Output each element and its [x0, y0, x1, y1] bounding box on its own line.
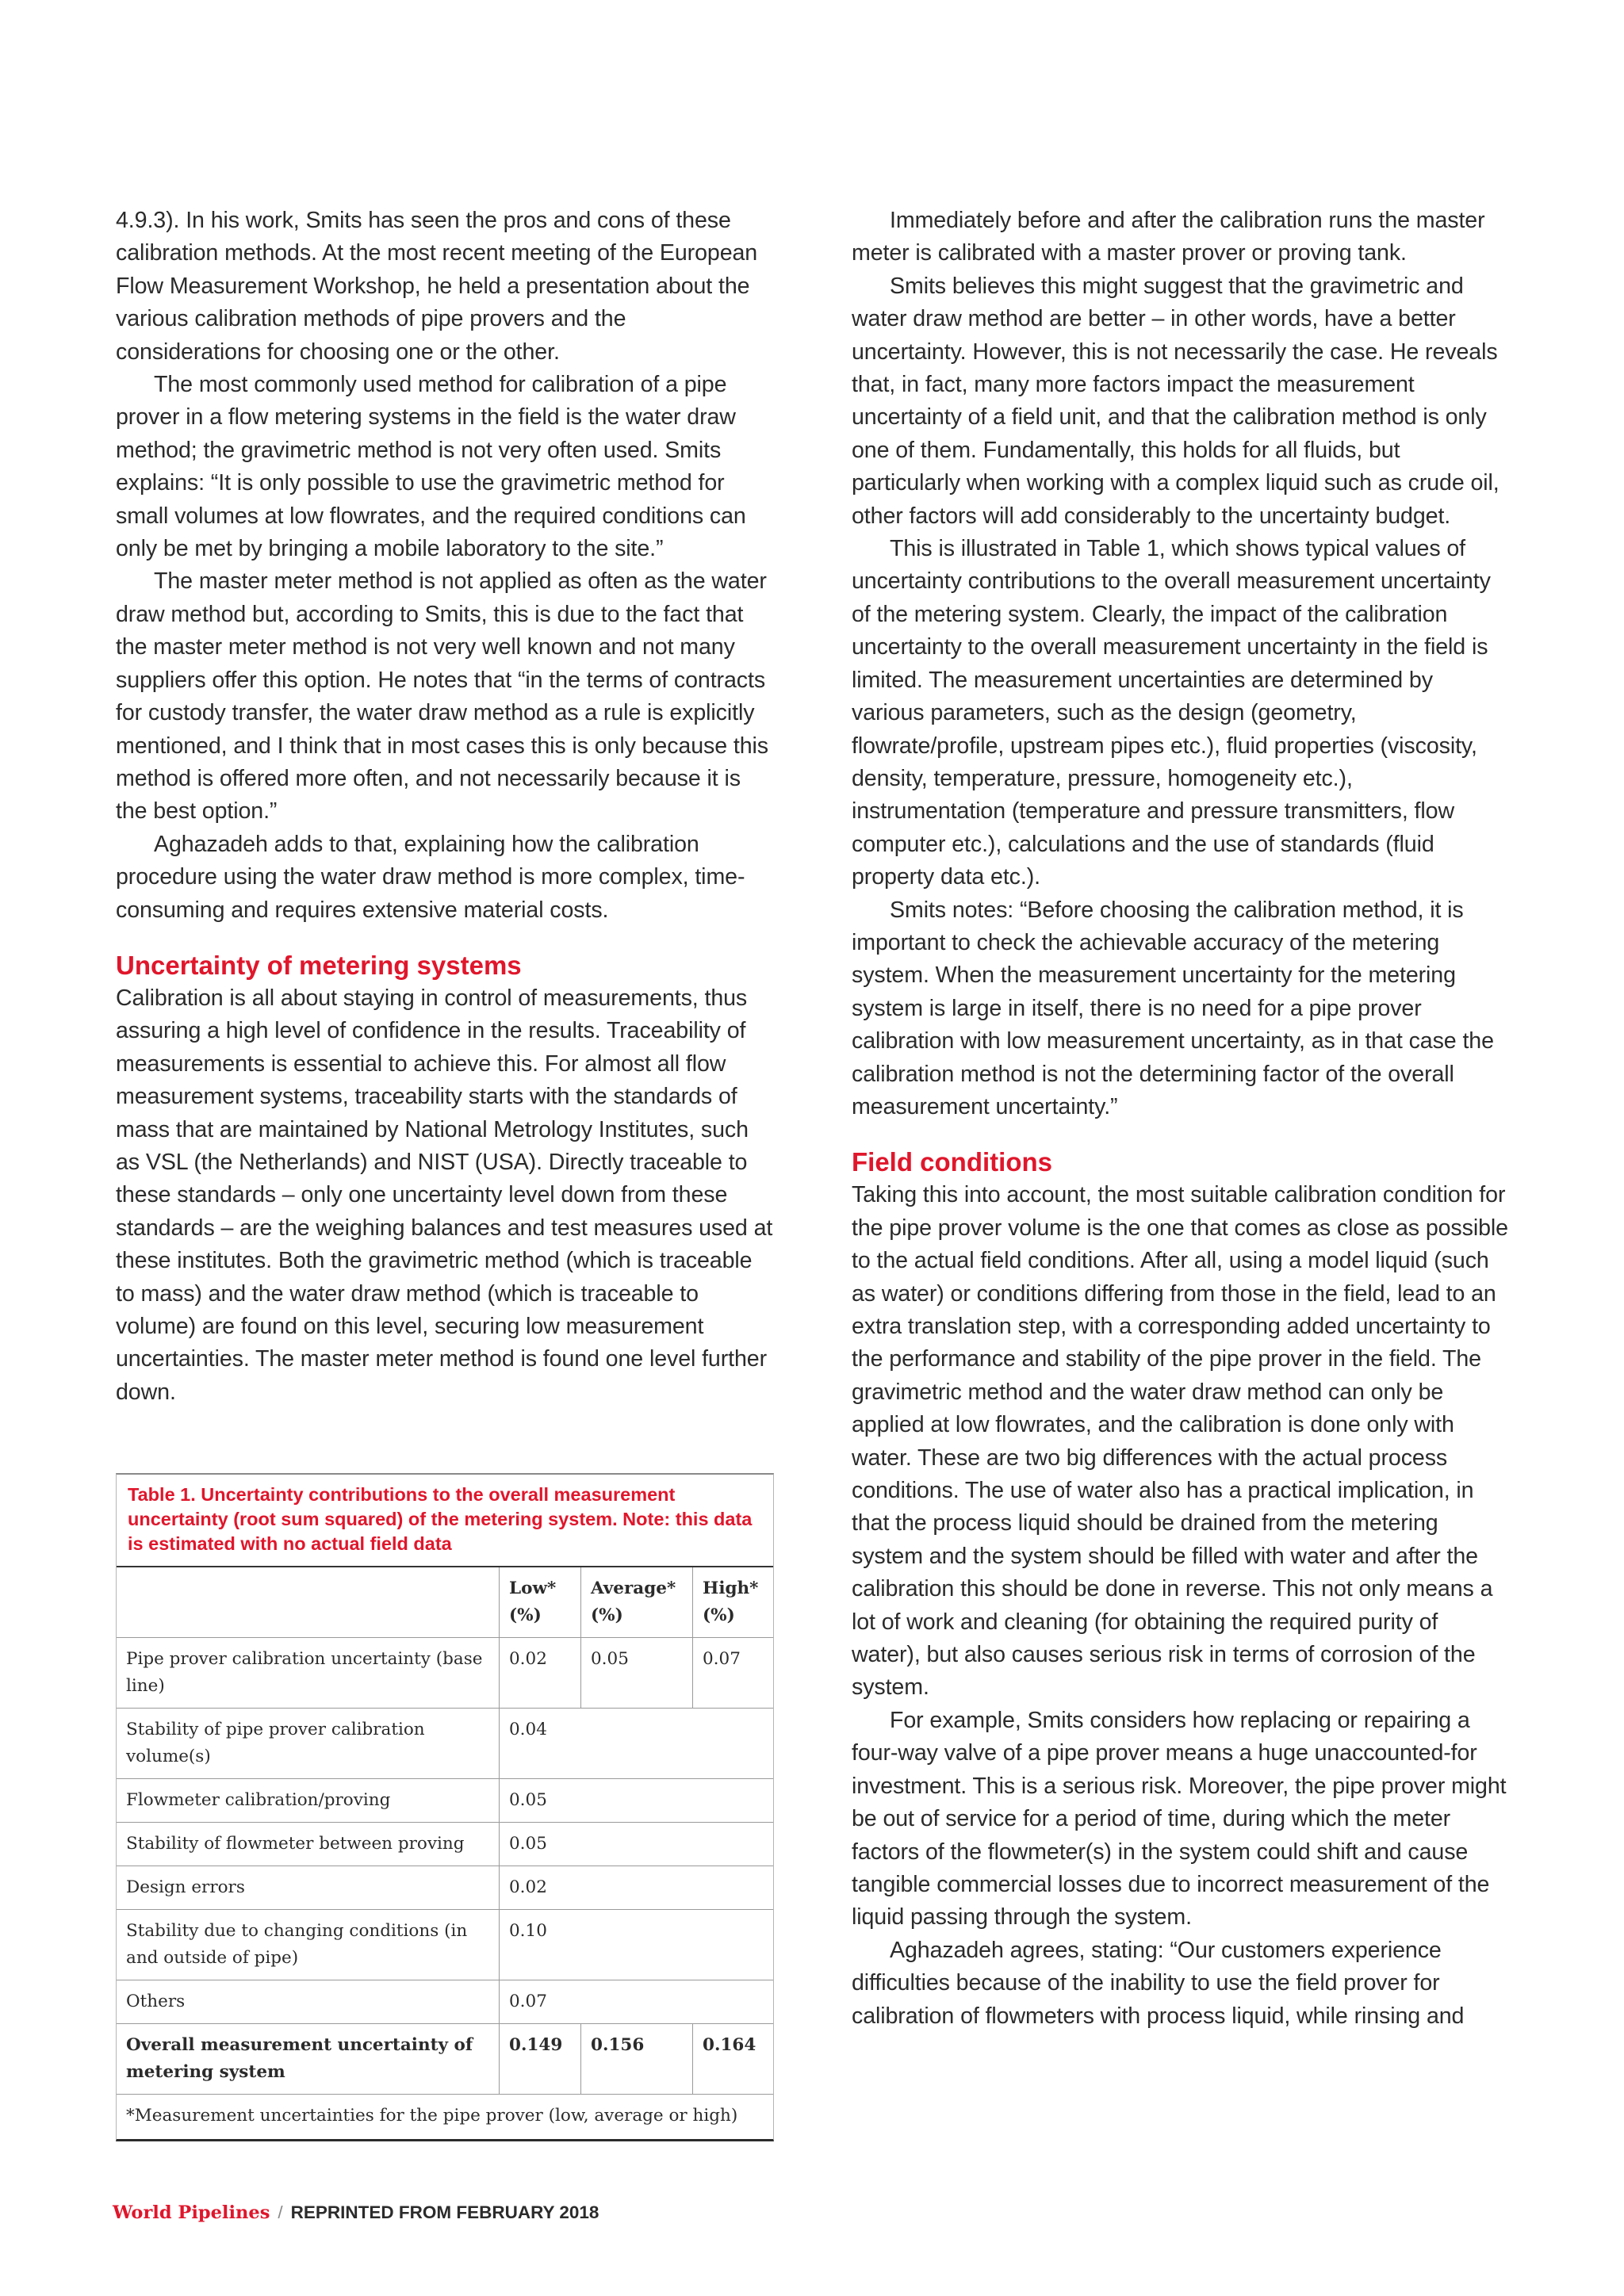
table-header-cell: Average* (%) — [581, 1567, 693, 1637]
table-cell: 0.05 — [509, 1790, 547, 1810]
table-cell-label: Flowmeter calibration/proving — [117, 1779, 500, 1822]
paragraph: Smits believes this might suggest that the gravimetric and water draw method are better – in other words, have a better uncertainty. However, this is not necessarily the case. He reveals that, in fact, many more factors impact the measurement uncertainty of a field unit, and that the calibration method is only one of them. Fundamentally, this holds for all fluids, but particularly when working with a complex liquid such as crude oil, other factors will add considerably to the uncertainty budget. — [852, 273, 1500, 529]
table-row — [117, 1823, 773, 1866]
table-cell: 0.10 — [509, 1921, 547, 1941]
table-cell: 0.149 — [500, 2024, 581, 2094]
uncertainty-table — [116, 1473, 774, 2141]
table-cell: 0.07 — [703, 1649, 741, 1669]
page-footer — [113, 2202, 599, 2223]
table-row — [117, 1779, 773, 1823]
table-row — [117, 1910, 773, 1980]
table-cell: 0.07 — [509, 1992, 547, 2011]
table-cell-label: Stability due to changing conditions (in and outside of pipe) — [117, 1910, 500, 1980]
paragraph: For example, Smits considers how replacing or repairing a four-way valve of a pipe prover means a huge unaccounted-for investment. This is a serious risk. Moreover, the pipe prover might be out of service for a period of time, during which the meter factors of the flowmeter(s) in the system could shift and cause tangible commercial losses due to incorrect measurement of the liquid passing through the system. — [852, 1707, 1507, 1931]
table-header-cell — [117, 1567, 500, 1637]
table-header-cell: Low* (%) — [500, 1567, 581, 1637]
paragraph: Aghazadeh adds to that, explaining how the calibration procedure using the water draw method is more complex, time-consuming and requires extensive material costs. — [116, 831, 745, 923]
table-footnote-row — [117, 2095, 773, 2139]
table-header-cell: High* (%) — [703, 1578, 759, 1625]
reprint-notice: REPRINTED FROM FEBRUARY 2018 — [290, 2202, 599, 2222]
table-cell-label: Pipe prover calibration uncertainty (base line) — [117, 1638, 500, 1708]
footer-separator: / — [278, 2202, 283, 2222]
paragraph: The most commonly used method for calibration of a pipe prover in a flow metering systems in the field is the water draw method; the gravimetric method is not very often used. Smits explains: “It is only possible to use the gravimetric method for small volumes at low flowrates, and the required conditions can only be met by bringing a mobile laboratory to the site.” — [116, 372, 746, 562]
paragraph: Aghazadeh agrees, stating: “Our customers experience difficulties because of the inability to use the field prover for calibration of flowmeters with process liquid, while rinsing and — [852, 1937, 1465, 2029]
table-row — [117, 1866, 773, 1910]
table-cell-label: Others — [117, 1980, 500, 2023]
table-cell-label: Overall measurement uncertainty of metering system — [117, 2024, 500, 2094]
table-cell-label: Stability of pipe prover calibration volume(s) — [117, 1709, 500, 1778]
table-cell-label: Stability of flowmeter between proving — [117, 1823, 500, 1866]
paragraph: Smits notes: “Before choosing the calibration method, it is important to check the achievable accuracy of the metering system. When the measurement uncertainty for the metering system is large in itself, there is no need for a pipe prover calibration with low measurement uncertainty, as in that case the calibration method is not the determining factor of the overall measurement uncertainty.” — [852, 897, 1494, 1119]
paragraph: Immediately before and after the calibration runs the master meter is calibrated with a master prover or proving tank. — [852, 208, 1485, 266]
table-header-row — [117, 1567, 773, 1638]
table-footnote: *Measurement uncertainties for the pipe prover (low, average or high) — [126, 2106, 738, 2126]
paragraph: Taking this into account, the most suitable calibration condition for the pipe prover volume is the one that comes as close as possible to the actual field conditions. After all, using a model liquid (such as water) or conditions differing from those in the field, lead to an extra translation step, with a corresponding added uncertainty to the performance and stability of the pipe prover in the field. The gravimetric method and the water draw method can only be applied at low flowrates, and the calibration is done only with water. These are two big differences with the actual process conditions. The use of water also has a practical implication, in that the process liquid should be drained from the metering system and the system should be filled with water and after the calibration this should be done in reverse. This not only means a lot of work and cleaning (for obtaining the required purity of water), but also causes serious risk in terms of corrosion of the system. — [852, 1182, 1508, 1701]
paragraph: 4.9.3). In his work, Smits has seen the pros and cons of these calibration methods. At the most recent meeting of the European Flow Measurement Workshop, he held a presentation about the various calibration methods of pipe provers and the considerations for choosing one or the other. — [116, 208, 758, 365]
paragraph: Calibration is all about staying in control of measurements, thus assuring a high level of confidence in the results. Traceability of measurements is essential to achieve this. For almost all flow measurement systems, traceability starts with the standards of mass that are maintained by National Metrology Institutes, such as VSL (the Netherlands) and NIST (USA). Directly traceable to these standards – only one uncertainty level down from these standards – are the weighing balances and test measures used at these institutes. Both the gravimetric method (which is traceable to mass) and the water draw method (which is traceable to volume) are found on this level, securing low measurement uncertainties. The master meter method is found one level further down. — [116, 985, 773, 1405]
table-row — [117, 1980, 773, 2024]
table-caption: Table 1. Uncertainty contributions to the overall measurement uncertainty (root sum squared) of the metering system. Note: this data is estimated with no actual field data — [117, 1475, 773, 1567]
table-cell: 0.02 — [500, 1638, 581, 1708]
table-total-row — [117, 2024, 773, 2095]
paragraph: This is illustrated in Table 1, which shows typical values of uncertainty contributions to the overall measurement uncertainty of the metering system. Clearly, the impact of the calibration uncertainty to the overall measurement uncertainty in the field is limited. The measurement uncertainties are determined by various parameters, such as the design (geometry, flowrate/profile, upstream pipes etc.), fluid properties (viscosity, density, temperature, pressure, homogeneity etc.), instrumentation (temperature and pressure transmitters, flow computer etc.), calculations and the use of standards (fluid property data etc.). — [852, 536, 1491, 890]
section-heading: Field conditions — [852, 1147, 1052, 1177]
table-cell-label: Design errors — [117, 1866, 500, 1909]
left-column — [116, 205, 774, 1409]
table-cell: 0.02 — [509, 1877, 547, 1897]
table-cell: 0.164 — [703, 2035, 756, 2055]
publication-name: World Pipelines — [113, 2202, 270, 2223]
paragraph: The master meter method is not applied as often as the water draw method but, according to Smits, this is due to the fact that the master meter method is not very well known and not many suppliers offer this option. He notes that “in the terms of contracts for custody transfer, the water draw method as a rule is explicitly mentioned, and I think that in most cases this is only because this method is offered more often, and not necessarily because it is the best option.” — [116, 568, 768, 825]
table-cell: 0.04 — [509, 1720, 547, 1739]
table-cell: 0.05 — [581, 1638, 693, 1708]
section-heading: Uncertainty of metering systems — [116, 950, 522, 980]
table-row — [117, 1638, 773, 1709]
table-row — [117, 1709, 773, 1779]
right-column — [852, 205, 1511, 2033]
table-cell: 0.156 — [581, 2024, 693, 2094]
table-cell: 0.05 — [509, 1834, 547, 1854]
